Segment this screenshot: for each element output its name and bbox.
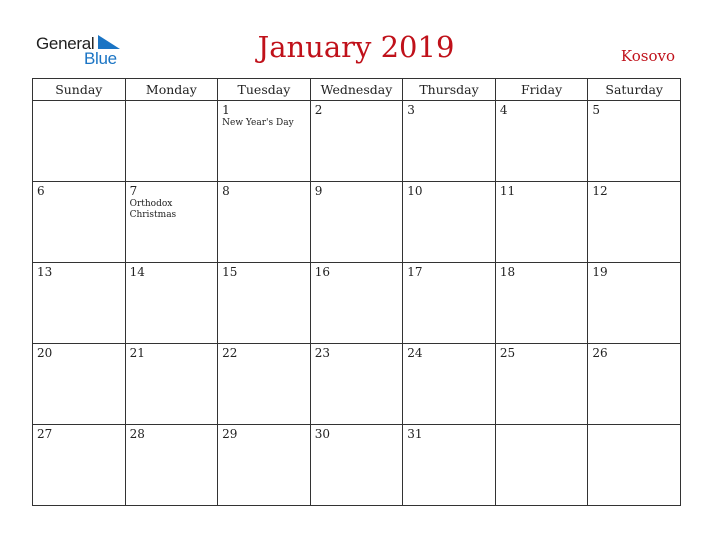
day-number: 23 xyxy=(314,346,330,360)
day-cell xyxy=(125,182,218,263)
day-cell xyxy=(495,101,588,182)
day-cell xyxy=(495,263,588,344)
day-number: 2 xyxy=(314,103,323,117)
weekday-header: Friday xyxy=(495,79,588,101)
day-number: 31 xyxy=(407,427,423,441)
day-number: 4 xyxy=(499,103,508,117)
logo-text-blue: Blue xyxy=(84,49,117,68)
day-cell xyxy=(125,101,218,182)
day-number: 17 xyxy=(407,265,423,279)
day-cell xyxy=(125,425,218,506)
week-row xyxy=(33,425,681,506)
weekday-header: Saturday xyxy=(588,79,681,101)
day-cell xyxy=(403,425,496,506)
day-cell xyxy=(218,101,311,182)
day-number: 24 xyxy=(407,346,423,360)
day-cell xyxy=(218,182,311,263)
day-number: 8 xyxy=(222,184,230,198)
day-cell xyxy=(588,344,681,425)
day-number: 28 xyxy=(129,427,145,441)
day-cell xyxy=(495,425,588,506)
week-row xyxy=(33,182,681,263)
day-cell xyxy=(125,344,218,425)
calendar-title: January 2019 xyxy=(257,30,455,64)
day-number: 20 xyxy=(37,346,53,360)
day-cell xyxy=(33,101,126,182)
calendar-grid xyxy=(32,78,681,506)
day-cell xyxy=(310,344,403,425)
day-cell xyxy=(218,425,311,506)
day-cell xyxy=(310,263,403,344)
day-number: 18 xyxy=(499,265,516,279)
day-number: 6 xyxy=(37,184,45,198)
day-number: 21 xyxy=(129,346,145,360)
week-row xyxy=(33,344,681,425)
day-cell xyxy=(310,101,403,182)
logo-text-general: General xyxy=(36,34,95,53)
day-number: 9 xyxy=(314,184,323,198)
weekday-header: Sunday xyxy=(33,79,126,101)
day-number: 29 xyxy=(222,427,238,441)
weekday-header: Monday xyxy=(125,79,218,101)
day-number: 26 xyxy=(592,346,608,360)
day-number: 19 xyxy=(592,265,608,279)
day-number: 25 xyxy=(499,346,516,360)
day-number: 14 xyxy=(129,265,145,279)
day-cell xyxy=(125,263,218,344)
country-label: Kosovo xyxy=(620,47,675,65)
weekday-header: Tuesday xyxy=(218,79,311,101)
day-number: 15 xyxy=(222,265,238,279)
day-cell xyxy=(33,425,126,506)
day-cell xyxy=(33,344,126,425)
day-cell xyxy=(310,182,403,263)
week-row xyxy=(33,101,681,182)
weekday-header-row xyxy=(33,79,681,101)
day-cell xyxy=(588,425,681,506)
day-cell xyxy=(33,263,126,344)
day-cell xyxy=(588,263,681,344)
day-number: 3 xyxy=(407,103,415,117)
day-number: 5 xyxy=(592,103,601,117)
day-number: 7 xyxy=(129,184,138,198)
day-number: 10 xyxy=(407,184,423,198)
day-number: 1 xyxy=(222,103,230,117)
day-cell xyxy=(495,344,588,425)
day-number: 22 xyxy=(222,346,238,360)
day-cell xyxy=(403,263,496,344)
day-cell xyxy=(403,101,496,182)
weekday-header: Thursday xyxy=(403,79,496,101)
day-number: 27 xyxy=(37,427,53,441)
holiday-label: New Year's Day xyxy=(222,118,294,128)
weekday-header: Wednesday xyxy=(310,79,403,101)
day-number: 16 xyxy=(314,265,330,279)
day-cell xyxy=(588,182,681,263)
day-cell xyxy=(403,344,496,425)
holiday-label: Orthodox Christmas xyxy=(129,199,177,220)
day-number: 13 xyxy=(37,265,53,279)
day-cell xyxy=(310,425,403,506)
day-number: 30 xyxy=(314,427,330,441)
week-row xyxy=(33,263,681,344)
day-number: 12 xyxy=(592,184,608,198)
day-cell xyxy=(495,182,588,263)
day-cell xyxy=(33,182,126,263)
day-cell xyxy=(403,182,496,263)
day-number: 11 xyxy=(499,184,516,198)
day-cell xyxy=(588,101,681,182)
day-cell xyxy=(218,344,311,425)
day-cell xyxy=(218,263,311,344)
